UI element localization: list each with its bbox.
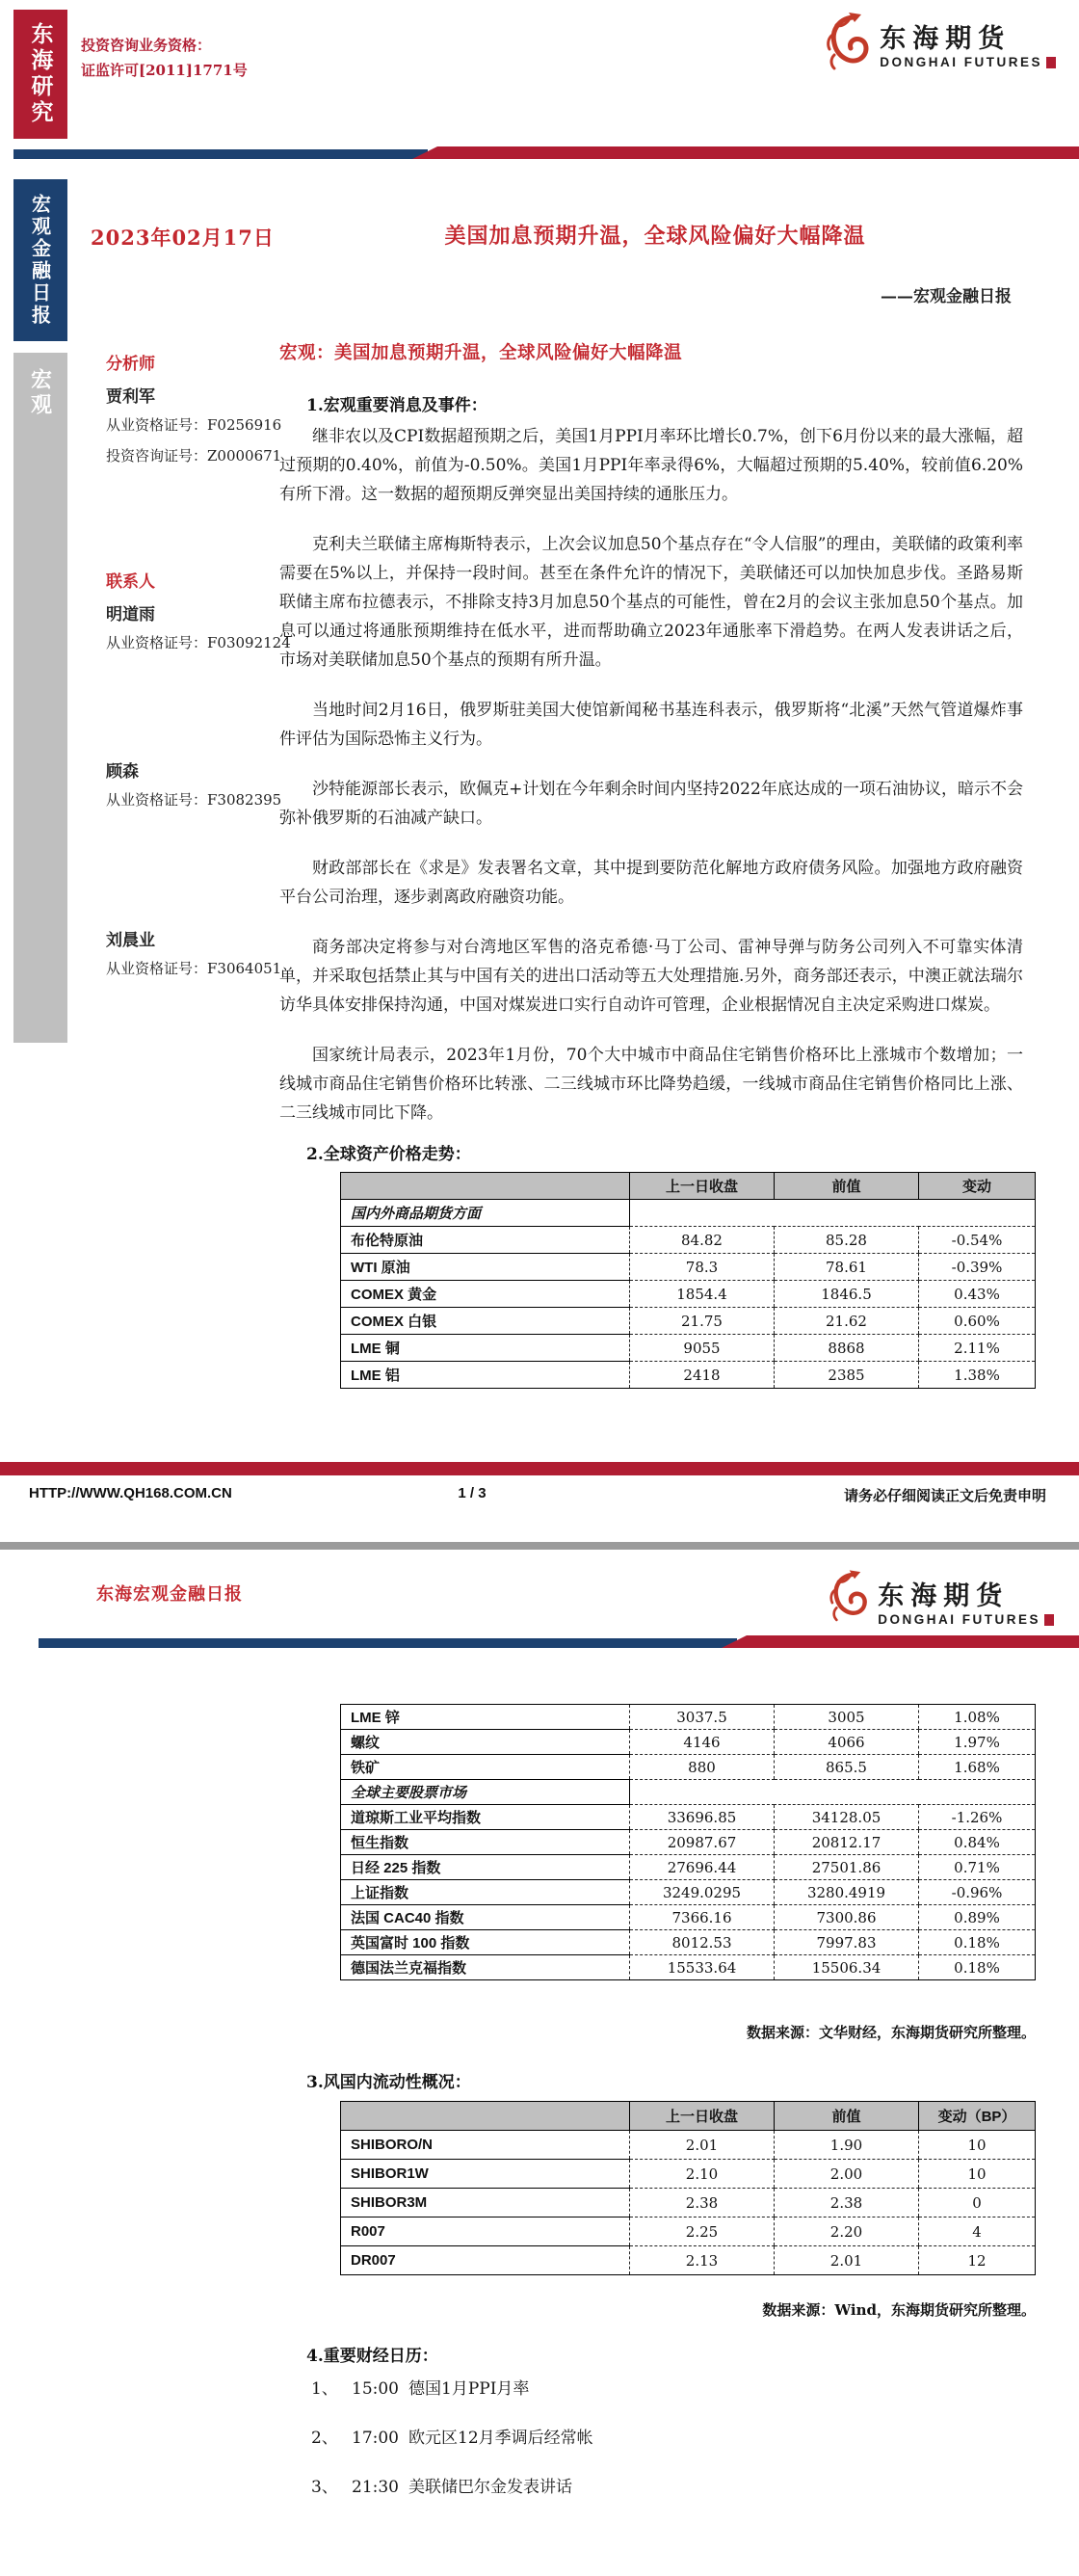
table-cell-value: -0.96%	[919, 1880, 1036, 1905]
table-row	[341, 1254, 1036, 1281]
table-row	[341, 1227, 1036, 1254]
table-cell-value: 21.62	[775, 1308, 919, 1335]
table-cell-value: 15533.64	[630, 1955, 775, 1980]
table-cell-value: 1.90	[775, 2131, 919, 2160]
table-cell-value: 2.11%	[919, 1335, 1036, 1362]
section-2-subheading: 2.全球资产价格走势：	[306, 1145, 471, 1164]
page-separator-bar	[0, 1542, 1079, 1550]
contact-name: 明道雨	[106, 605, 155, 624]
table-row	[341, 1362, 1036, 1389]
table-cell-value: 2.01	[775, 2246, 919, 2275]
calendar-item-number: 2、	[311, 2429, 338, 2448]
table-row-label: 日经 225 指数	[341, 1855, 630, 1880]
table-row-label: LME 铝	[341, 1362, 630, 1389]
table-cell-value: 2.10	[630, 2160, 775, 2189]
table-header-cell	[341, 2102, 630, 2131]
table-cell-value: 2.01	[630, 2131, 775, 2160]
body-paragraph: 国家统计局表示，2023年1月份，70个大中城市中商品住宅销售价格环比上涨城市个数增加；一线城市商品住宅销售价格环比转涨、二三线城市环比降势趋缓，一线城市商品住宅销售价格同比上涨、二三线城市同比下降。	[279, 1046, 1023, 1123]
table-row-label: COMEX 黄金	[341, 1281, 630, 1308]
table-row-label: WTI 原油	[341, 1254, 630, 1281]
table-cell-value: 4	[919, 2217, 1036, 2246]
table-cell-value: 85.28	[775, 1227, 919, 1254]
table-cell-value: 12	[919, 2246, 1036, 2275]
table-cell-value: 8868	[775, 1335, 919, 1362]
table-cell-value: 33696.85	[630, 1805, 775, 1830]
asset-price-table-part2	[340, 1704, 1036, 1980]
table-row	[341, 1730, 1036, 1755]
contact-name: 刘晨业	[106, 931, 155, 950]
dragon-logo-icon	[820, 10, 872, 73]
contact-cert-number: 从业资格证号：F3064051	[106, 960, 282, 977]
table-cell-value: 3280.4919	[775, 1880, 919, 1905]
section-3-subheading: 3.风国内流动性概况：	[306, 2073, 471, 2092]
calendar-item-time: 15:00	[352, 2379, 399, 2399]
qualification-text	[81, 33, 248, 83]
logo-text	[878, 1567, 1054, 1627]
table-section-row	[341, 1780, 1036, 1805]
news-paragraphs	[279, 422, 1023, 1135]
table-cell-value: 10	[919, 2160, 1036, 2189]
calendar-item-event: 欧元区12月季调后经常帐	[408, 2429, 593, 2448]
asset-price-table-part1	[340, 1172, 1036, 1389]
body-paragraph: 沙特能源部长表示，欧佩克+计划在今年剩余时间内坚持2022年底达成的一项石油协议，暗示不会弥补俄罗斯的石油减产缺口。	[279, 780, 1023, 828]
table-row	[341, 2217, 1036, 2246]
table-row-label: SHIBOR1W	[341, 2160, 630, 2189]
data-source-note: 数据来源：文华财经，东海期货研究所整理。	[746, 2024, 1036, 2041]
table-cell-value: 78.61	[775, 1254, 919, 1281]
body-paragraph: 克利夫兰联储主席梅斯特表示，上次会议加息50个基点存在“令人信服”的理由，美联储的政策利率需要在5%以上，并保持一段时间。甚至在条件允许的情况下，美联储还可以加快加息步伐。圣路易斯联储主席布拉德表示，不排除支持3月加息50个基点的可能性，曾在2月的会议主张加息50个基点。加息可以通过将通胀预期维持在低水平，进而帮助确立2023年通胀率下滑趋势。在两人发表讲话之后，市场对美联储加息50个基点的预期有所升温。	[279, 535, 1023, 670]
footer-red-bar	[0, 1462, 1079, 1475]
table-row	[341, 2246, 1036, 2275]
body-paragraph: 商务部决定将参与对台湾地区军售的洛克希德·马丁公司、雷神导弹与防务公司列入不可靠实体清单，并采取包括禁止其与中国有关的进出口活动等五大处理措施.另外，商务部还表示，中澳正就法瑞尔访华具体安排保持沟通，中国对煤炭进口实行自动许可管理，企业根据情况自主决定采购进口煤炭。	[279, 938, 1023, 1015]
table-cell-value: 0.71%	[919, 1855, 1036, 1880]
calendar-item-event: 德国1月PPI月率	[408, 2379, 530, 2399]
table-cell-value: 865.5	[775, 1755, 919, 1780]
table-cell-value: 0.89%	[919, 1905, 1036, 1930]
contact-name: 顾森	[106, 762, 139, 782]
calendar-item-number: 1、	[311, 2379, 338, 2399]
table-cell-value: 3037.5	[630, 1705, 775, 1730]
table-header-cell: 变动	[919, 1173, 1036, 1200]
logo-chinese-name: 东海期货	[880, 24, 1012, 53]
table-row-label: SHIBORO/N	[341, 2131, 630, 2160]
table-section-label: 国内外商品期货方面	[341, 1200, 630, 1227]
report-date: 2023年02月17日	[91, 226, 275, 250]
table-cell-value: 3005	[775, 1705, 919, 1730]
calendar-item-time: 17:00	[352, 2429, 399, 2448]
table-row	[341, 2189, 1036, 2217]
table-header-cell	[341, 1173, 630, 1200]
table-cell-value: 7366.16	[630, 1905, 775, 1930]
table-row-label: 布伦特原油	[341, 1227, 630, 1254]
table-cell-value: 2.13	[630, 2246, 775, 2275]
table-row	[341, 1335, 1036, 1362]
calendar-item	[311, 2473, 1024, 2497]
page2-header-title: 东海宏观金融日报	[96, 1584, 243, 1605]
macro-banner-text: 宏观	[27, 368, 53, 418]
table-section-empty	[630, 1200, 1036, 1227]
table-cell-value: 84.82	[630, 1227, 775, 1254]
table-row-label: DR007	[341, 2246, 630, 2275]
table-cell-value: 1.08%	[919, 1705, 1036, 1730]
logo-text	[880, 10, 1056, 69]
table-header-cell: 前值	[775, 1173, 919, 1200]
table-cell-value: 34128.05	[775, 1805, 919, 1830]
table-row-label: 螺纹	[341, 1730, 630, 1755]
table-row	[341, 1930, 1036, 1955]
table-row	[341, 2131, 1036, 2160]
table-cell-value: -1.26%	[919, 1805, 1036, 1830]
report-subtitle: ——宏观金融日报	[881, 287, 1012, 306]
table-row	[341, 1755, 1036, 1780]
table-cell-value: -0.39%	[919, 1254, 1036, 1281]
calendar-item	[311, 2375, 1024, 2399]
daily-banner-text: 宏观金融日报	[28, 194, 52, 327]
table-row-label: 德国法兰克福指数	[341, 1955, 630, 1980]
table-row	[341, 1805, 1036, 1830]
table-cell-value: 2.38	[775, 2189, 919, 2217]
table-header-cell: 上一日收盘	[630, 2102, 775, 2131]
divider-blue-segment	[39, 1638, 737, 1648]
macro-vertical-banner	[13, 353, 67, 1043]
table-cell-value: 21.75	[630, 1308, 775, 1335]
table-cell-value: 27501.86	[775, 1855, 919, 1880]
table-cell-value: 2418	[630, 1362, 775, 1389]
table-header-row	[341, 2102, 1036, 2131]
table-cell-value: 2385	[775, 1362, 919, 1389]
section-4-subheading: 4.重要财经日历：	[306, 2347, 438, 2366]
table-cell-value: 1854.4	[630, 1281, 775, 1308]
daily-vertical-banner	[13, 179, 67, 341]
table-cell-value: 2.00	[775, 2160, 919, 2189]
divider-red-segment	[722, 1635, 1079, 1648]
footer-page-number: 1 / 3	[458, 1485, 487, 1501]
table-cell-value: 1.97%	[919, 1730, 1036, 1755]
dragon-logo-icon	[824, 1567, 870, 1625]
table-row-label: 英国富时 100 指数	[341, 1930, 630, 1955]
table-cell-value: 0.18%	[919, 1930, 1036, 1955]
contact-cert-number: 从业资格证号：F03092124	[106, 634, 291, 651]
contact-cert-number: 从业资格证号：F3082395	[106, 791, 282, 809]
table-cell-value: 4146	[630, 1730, 775, 1755]
macro-section-heading: 宏观：美国加息预期升温，全球风险偏好大幅降温	[279, 343, 683, 363]
table-cell-value: 2.25	[630, 2217, 775, 2246]
table-cell-value: 4066	[775, 1730, 919, 1755]
footer-disclaimer-notice: 请务必仔细阅读正文后免责申明	[843, 1487, 1046, 1504]
body-paragraph: 财政部部长在《求是》发表署名文章，其中提到要防范化解地方政府债务风险。加强地方政府融资平台公司治理，逐步剥离政府融资功能。	[279, 859, 1023, 907]
table-row	[341, 1281, 1036, 1308]
table-row	[341, 1880, 1036, 1905]
analyst-cert-number: 投资咨询证号：Z0000671	[106, 447, 282, 465]
qualification-line-1: 投资咨询业务资格：	[81, 37, 212, 54]
table-header-cell: 上一日收盘	[630, 1173, 775, 1200]
liquidity-table	[340, 2101, 1036, 2275]
table-cell-value: 0	[919, 2189, 1036, 2217]
table-row	[341, 2160, 1036, 2189]
table-cell-value: 20987.67	[630, 1830, 775, 1855]
table-cell-value: -0.54%	[919, 1227, 1036, 1254]
donghai-futures-logo	[824, 1567, 1054, 1627]
table-row-label: R007	[341, 2217, 630, 2246]
table-section-row	[341, 1200, 1036, 1227]
table-row-label: COMEX 白银	[341, 1308, 630, 1335]
logo-red-square	[1044, 1614, 1054, 1626]
analyst-cert-number: 从业资格证号：F0256916	[106, 416, 282, 434]
table-row-label: 上证指数	[341, 1880, 630, 1905]
divider-red-segment	[412, 146, 1079, 159]
table-section-empty	[630, 1780, 1036, 1805]
table-cell-value: 0.60%	[919, 1308, 1036, 1335]
calendar-item-event: 美联储巴尔金发表讲话	[408, 2478, 572, 2497]
table-cell-value: 7300.86	[775, 1905, 919, 1930]
table-cell-value: 2.38	[630, 2189, 775, 2217]
table-row-label: 法国 CAC40 指数	[341, 1905, 630, 1930]
table-cell-value: 880	[630, 1755, 775, 1780]
table-header-cell: 前值	[775, 2102, 919, 2131]
table-cell-value: 1.38%	[919, 1362, 1036, 1389]
table-row-label: LME 锌	[341, 1705, 630, 1730]
qualification-line-2: 证监许可[2011]1771号	[81, 62, 248, 79]
table-cell-value: 2.20	[775, 2217, 919, 2246]
table-cell-value: 1846.5	[775, 1281, 919, 1308]
table-cell-value: 9055	[630, 1335, 775, 1362]
section-1-subheading: 1.宏观重要消息及事件：	[306, 396, 487, 415]
research-vertical-banner	[13, 10, 67, 139]
calendar-item-time: 21:30	[352, 2478, 399, 2497]
report-title: 美国加息预期升温，全球风险偏好大幅降温	[444, 224, 866, 249]
table-row	[341, 1955, 1036, 1980]
table-row-label: 道琼斯工业平均指数	[341, 1805, 630, 1830]
table-row	[341, 1308, 1036, 1335]
research-banner-text: 东海研究	[27, 22, 54, 126]
logo-english-name: DONGHAI FUTURES	[878, 1612, 1040, 1627]
table-cell-value: 3249.0295	[630, 1880, 775, 1905]
divider-blue-segment	[13, 149, 428, 159]
table-cell-value: 0.84%	[919, 1830, 1036, 1855]
header-divider-bar	[13, 146, 1079, 159]
table-cell-value: 1.68%	[919, 1755, 1036, 1780]
table-cell-value: 20812.17	[775, 1830, 919, 1855]
analyst-section-heading: 分析师	[106, 355, 155, 374]
footer-website-url: HTTP://WWW.QH168.COM.CN	[29, 1485, 232, 1501]
analyst-name: 贾利军	[106, 387, 155, 407]
body-paragraph: 继非农以及CPI数据超预期之后，美国1月PPI月率环比增长0.7%，创下6月份以来的最大涨幅，超过预期的0.40%，前值为-0.50%。美国1月PPI年率录得6%，大幅超过预期的5.40%，较前值6.20%有所下滑。这一数据的超预期反弹突显出美国持续的通胀压力。	[279, 427, 1023, 504]
table-row	[341, 1705, 1036, 1730]
table-row	[341, 1855, 1036, 1880]
table-row-label: LME 铜	[341, 1335, 630, 1362]
body-paragraph: 当地时间2月16日，俄罗斯驻美国大使馆新闻秘书基连科表示，俄罗斯将“北溪”天然气管道爆炸事件评估为国际恐怖主义行为。	[279, 701, 1023, 749]
table-cell-value: 8012.53	[630, 1930, 775, 1955]
table-row-label: SHIBOR3M	[341, 2189, 630, 2217]
table-row	[341, 1830, 1036, 1855]
table-row-label: 恒生指数	[341, 1830, 630, 1855]
table-row	[341, 1905, 1036, 1930]
data-source-note: 数据来源：Wind，东海期货研究所整理。	[762, 2301, 1036, 2319]
table-section-label: 全球主要股票市场	[341, 1780, 630, 1805]
table-cell-value: 10	[919, 2131, 1036, 2160]
logo-chinese-name: 东海期货	[878, 1581, 1010, 1610]
contact-section-heading: 联系人	[106, 572, 155, 592]
page2-header-divider-bar	[39, 1635, 1079, 1648]
table-cell-value: 0.43%	[919, 1281, 1036, 1308]
table-header-row	[341, 1173, 1036, 1200]
calendar-item-number: 3、	[311, 2478, 338, 2497]
table-cell-value: 78.3	[630, 1254, 775, 1281]
donghai-futures-logo	[820, 10, 1056, 73]
table-row-label: 铁矿	[341, 1755, 630, 1780]
table-cell-value: 27696.44	[630, 1855, 775, 1880]
logo-english-name: DONGHAI FUTURES	[880, 55, 1042, 69]
calendar-item	[311, 2424, 1024, 2448]
table-cell-value: 7997.83	[775, 1930, 919, 1955]
table-cell-value: 0.18%	[919, 1955, 1036, 1980]
economic-calendar-list	[311, 2375, 1024, 2522]
table-header-cell: 变动（BP）	[919, 2102, 1036, 2131]
table-cell-value: 15506.34	[775, 1955, 919, 1980]
logo-red-square	[1046, 57, 1056, 68]
